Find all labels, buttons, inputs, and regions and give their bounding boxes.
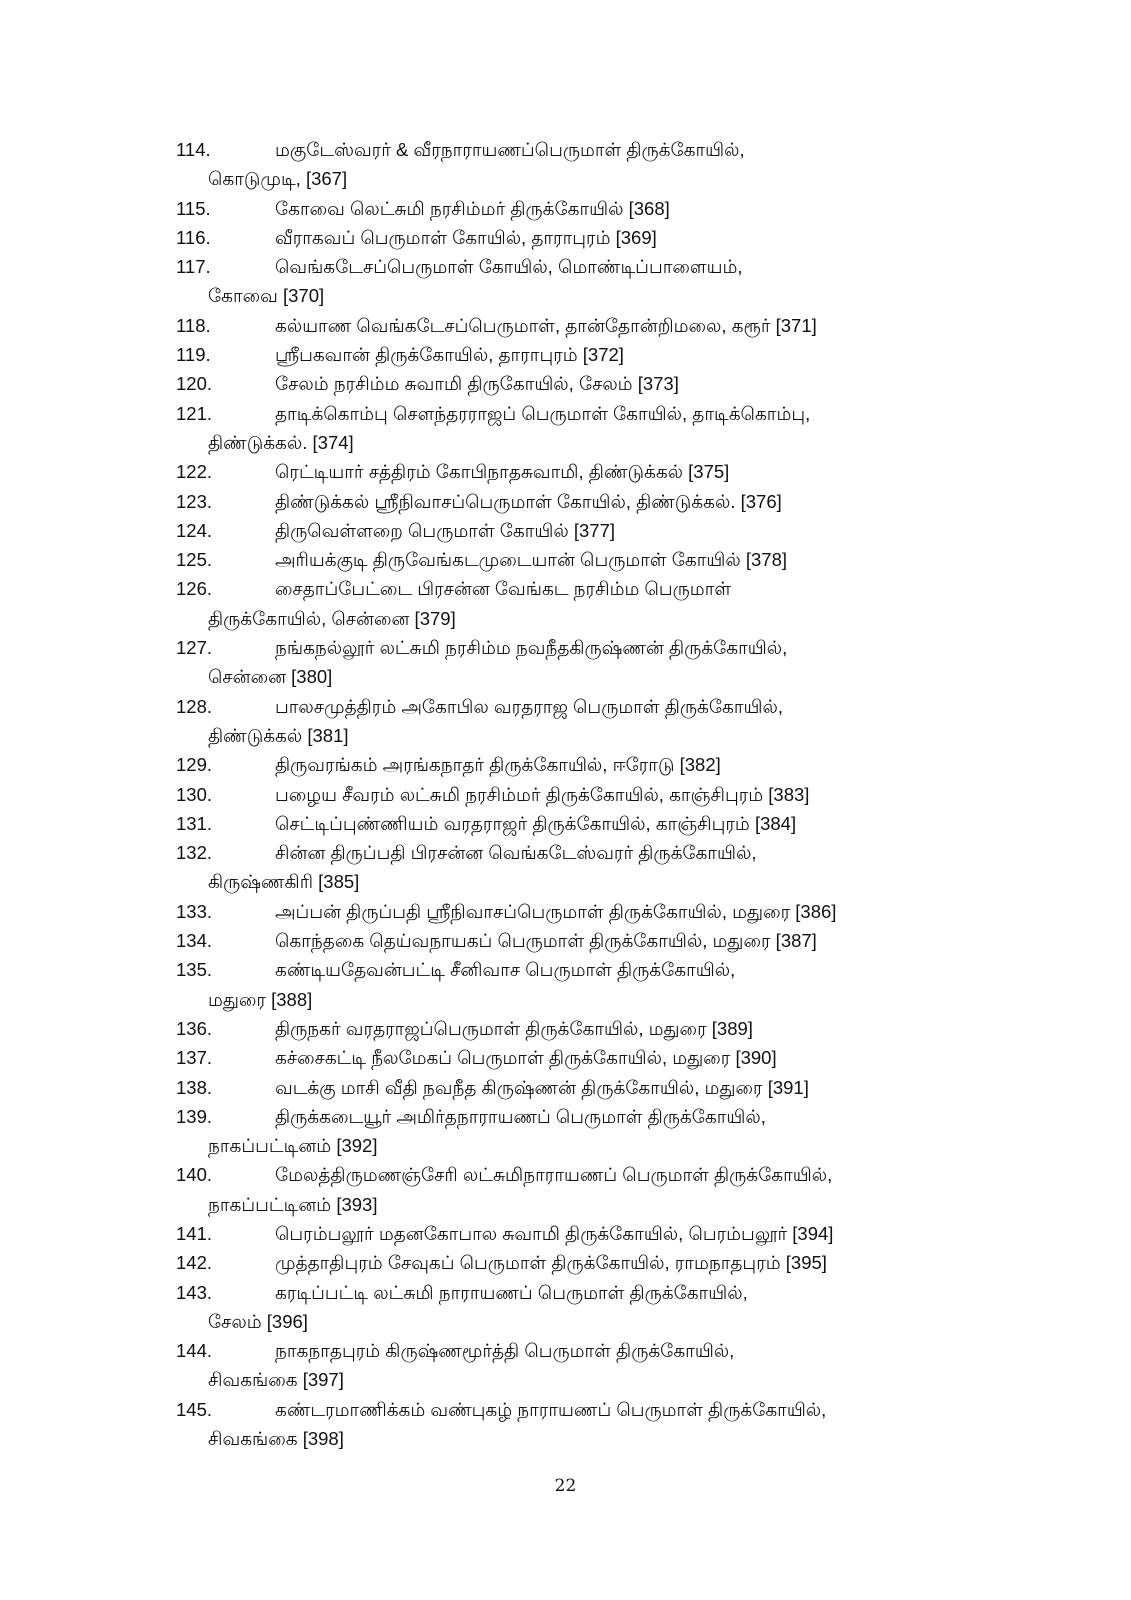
entry-text: சேலம் நரசிம்ம சுவாமி திருகோயில், சேலம் [373] (275, 373, 679, 395)
entry-text: திருவரங்கம் அரங்கநாதர் திருக்கோயில், ஈரோடு [382] (275, 754, 721, 776)
entry-number: 143. (176, 1281, 213, 1303)
list-item (0, 1102, 1131, 1161)
entry-first-line (0, 897, 1131, 926)
entry-text: திருக்கடையூர் அமிர்தநாராயணப் பெருமாள் திருக்கோயில், (275, 1105, 766, 1127)
entry-first-line (0, 340, 1131, 369)
entry-first-line (0, 516, 1131, 545)
entry-first-line (0, 1043, 1131, 1072)
entry-text: வடக்கு மாசி வீதி நவநீத கிருஷ்ணன் திருக்கோயில், மதுரை [391] (275, 1076, 809, 1098)
entry-text: கொந்தகை தெய்வநாயகப் பெருமாள் திருக்கோயில், மதுரை [387] (275, 930, 817, 952)
entry-continuation-line (0, 867, 1131, 896)
list-item (0, 1014, 1131, 1043)
entry-number: 139. (176, 1105, 213, 1127)
entry-first-line (0, 780, 1131, 809)
list-item (0, 1336, 1131, 1395)
entry-number: 116. (176, 226, 211, 248)
entry-continuation-line (0, 164, 1131, 193)
entry-continuation: சென்னை [380] (208, 666, 333, 688)
entry-first-line (0, 1336, 1131, 1365)
entry-number: 129. (176, 754, 213, 776)
entry-number: 120. (176, 373, 213, 395)
entry-continuation-line (0, 1307, 1131, 1336)
entry-continuation-line (0, 281, 1131, 310)
entry-text: கல்யாண வெங்கடேசப்பெருமாள், தான்தோன்றிமலை, கரூர் [371] (275, 314, 817, 336)
entry-first-line (0, 692, 1131, 721)
entry-text: சின்ன திருப்பதி பிரசன்ன வெங்கடேஸ்வரர் திருக்கோயில், (275, 842, 757, 864)
entry-first-line (0, 194, 1131, 223)
entry-text: கச்சைகட்டி நீலமேகப் பெருமாள் திருக்கோயில், மதுரை [390] (275, 1047, 777, 1069)
entry-continuation: கொடுமுடி, [367] (208, 168, 348, 190)
entry-continuation: சிவகங்கை [397] (208, 1369, 344, 1391)
entry-continuation: திருக்கோயில், சென்னை [379] (208, 607, 456, 629)
entry-number: 127. (176, 637, 213, 659)
list-item (0, 223, 1131, 252)
entry-number: 125. (176, 549, 213, 571)
entry-first-line (0, 487, 1131, 516)
entry-first-line (0, 955, 1131, 984)
entry-text: சைதாப்பேட்டை பிரசன்ன வேங்கட நரசிம்ம பெருமாள் (275, 578, 732, 600)
entry-text: பழைய சீவரம் லட்சுமி நரசிம்மர் திருக்கோயில், காஞ்சிபுரம் [383] (275, 783, 810, 805)
entry-text: ரெட்டியார் சத்திரம் கோபிநாதசுவாமி, திண்டுக்கல் [375] (275, 461, 730, 483)
entry-text: கண்டியதேவன்பட்டி சீனிவாச பெருமாள் திருக்கோயில், (275, 959, 736, 981)
entry-number: 135. (176, 959, 213, 981)
entry-number: 144. (176, 1340, 213, 1362)
entry-text: கரடிப்பட்டி லட்சுமி நாராயணப் பெருமாள் திருக்கோயில், (275, 1281, 748, 1303)
list-item (0, 487, 1131, 516)
entry-first-line (0, 1160, 1131, 1189)
entry-text: செட்டிப்புண்ணியம் வரதராஜர் திருக்கோயில், காஞ்சிபுரம் [384] (275, 812, 797, 834)
list-item (0, 545, 1131, 574)
entry-text: திண்டுக்கல் ஸ்ரீநிவாசப்பெருமாள் கோயில், திண்டுக்கல். [376] (275, 490, 782, 512)
entry-number: 119. (176, 344, 211, 366)
list-item (0, 926, 1131, 955)
entry-continuation: மதுரை [388] (208, 988, 313, 1010)
entry-text: வெங்கடேசப்பெருமாள் கோயில், மொண்டிப்பாளையம், (275, 256, 743, 278)
entry-first-line (0, 252, 1131, 281)
list-item (0, 1160, 1131, 1219)
entry-continuation: நாகப்பட்டினம் [393] (208, 1193, 378, 1215)
list-item (0, 955, 1131, 1014)
entry-text: பெரம்பலூர் மதனகோபால சுவாமி திருக்கோயில், பெரம்பலூர் [394] (275, 1222, 834, 1244)
entry-continuation-line (0, 1131, 1131, 1160)
list-item (0, 809, 1131, 838)
entry-number: 131. (176, 812, 213, 834)
entry-number: 142. (176, 1252, 213, 1274)
entry-text: ஸ்ரீபகவான் திருக்கோயில், தாராபுரம் [372] (275, 344, 624, 366)
entry-number: 115. (176, 197, 211, 219)
entry-first-line (0, 1219, 1131, 1248)
entry-number: 121. (176, 402, 213, 424)
entry-continuation-line (0, 985, 1131, 1014)
entry-text: மேலத்திருமணஞ்சேரி லட்சுமிநாராயணப் பெருமாள் திருக்கோயில், (275, 1164, 833, 1186)
entry-first-line (0, 926, 1131, 955)
entry-first-line (0, 369, 1131, 398)
entry-text: அரியக்குடி திருவேங்கடமுடையான் பெருமாள் கோயில் [378] (275, 549, 788, 571)
entry-continuation-line (0, 428, 1131, 457)
entry-first-line (0, 750, 1131, 779)
entry-text: கோவை லெட்சுமி நரசிம்மர் திருக்கோயில் [368] (275, 197, 670, 219)
entry-text: கண்டரமாணிக்கம் வண்புகழ் நாராயணப் பெருமாள் திருக்கோயில், (275, 1398, 827, 1420)
entry-first-line (0, 1278, 1131, 1307)
temple-list (0, 135, 1131, 1453)
entry-continuation: சேலம் [396] (208, 1310, 308, 1332)
entry-number: 117. (176, 256, 211, 278)
entry-number: 118. (176, 314, 211, 336)
entry-continuation-line (0, 662, 1131, 691)
entry-text: மகுடேஸ்வரர் & வீரநாராயணப்பெருமாள் திருக்கோயில், (275, 139, 745, 160)
entry-continuation: கோவை [370] (208, 285, 325, 307)
entry-number: 145. (176, 1398, 213, 1420)
entry-first-line (0, 1014, 1131, 1043)
entry-first-line (0, 574, 1131, 603)
entry-text: திருவெள்ளறை பெருமாள் கோயில் [377] (275, 519, 615, 541)
entry-number: 126. (176, 578, 213, 600)
list-item (0, 1043, 1131, 1072)
list-item (0, 399, 1131, 458)
entry-first-line (0, 545, 1131, 574)
list-item (0, 311, 1131, 340)
entry-number: 128. (176, 695, 213, 717)
entry-continuation-line (0, 1190, 1131, 1219)
entry-text: நங்கநல்லூர் லட்சுமி நரசிம்ம நவநீதகிருஷ்ணன் திருக்கோயில், (275, 637, 788, 659)
page-number: 22 (554, 1476, 577, 1496)
entry-continuation-line (0, 604, 1131, 633)
list-item (0, 516, 1131, 545)
entry-text: பாலசமுத்திரம் அகோபில வரதராஜ பெருமாள் திருக்கோயில், (275, 695, 783, 717)
entry-continuation-line (0, 721, 1131, 750)
list-item (0, 1278, 1131, 1337)
entry-continuation: திண்டுக்கல். [374] (208, 431, 354, 453)
entry-continuation: திண்டுக்கல் [381] (208, 724, 349, 746)
entry-first-line (0, 223, 1131, 252)
entry-number: 137. (176, 1047, 213, 1069)
entry-number: 136. (176, 1017, 213, 1039)
list-item (0, 1248, 1131, 1277)
entry-number: 122. (176, 461, 213, 483)
entry-first-line (0, 1395, 1131, 1424)
list-item (0, 1073, 1131, 1102)
entry-text: வீராகவப் பெருமாள் கோயில், தாராபுரம் [369] (275, 226, 657, 248)
list-item (0, 457, 1131, 486)
entry-number: 130. (176, 783, 213, 805)
entry-number: 132. (176, 842, 213, 864)
entry-first-line (0, 633, 1131, 662)
entry-number: 123. (176, 490, 213, 512)
list-item (0, 574, 1131, 633)
entry-first-line (0, 1073, 1131, 1102)
list-item (0, 838, 1131, 897)
entry-text: முத்தாதிபுரம் சேவுகப் பெருமாள் திருக்கோயில், ராமநாதபுரம் [395] (275, 1252, 827, 1274)
entry-first-line (0, 1102, 1131, 1131)
entry-number: 133. (176, 900, 213, 922)
entry-text: அப்பன் திருப்பதி ஸ்ரீநிவாசப்பெருமாள் திருக்கோயில், மதுரை [386] (275, 900, 837, 922)
list-item (0, 1219, 1131, 1248)
entry-continuation: சிவகங்கை [398] (208, 1428, 344, 1450)
list-item (0, 692, 1131, 751)
entry-first-line (0, 1248, 1131, 1277)
entry-first-line (0, 457, 1131, 486)
entry-continuation: நாகப்பட்டினம் [392] (208, 1135, 378, 1157)
entry-first-line (0, 838, 1131, 867)
entry-text: தாடிக்கொம்பு சௌந்தரராஜப் பெருமாள் கோயில், தாடிக்கொம்பு, (275, 402, 811, 424)
entry-number: 124. (176, 519, 213, 541)
list-item (0, 750, 1131, 779)
list-item (0, 633, 1131, 692)
list-item (0, 252, 1131, 311)
entry-continuation: கிருஷ்ணகிரி [385] (208, 871, 360, 893)
entry-continuation-line (0, 1365, 1131, 1394)
list-item (0, 135, 1131, 194)
entry-text: நாகநாதபுரம் கிருஷ்ணமூர்த்தி பெருமாள் திருக்கோயில், (275, 1340, 735, 1362)
list-item (0, 369, 1131, 398)
entry-number: 114. (176, 139, 211, 160)
entry-first-line (0, 135, 1131, 164)
list-item (0, 780, 1131, 809)
entry-number: 141. (176, 1222, 213, 1244)
entry-number: 140. (176, 1164, 213, 1186)
entry-first-line (0, 311, 1131, 340)
entry-number: 138. (176, 1076, 213, 1098)
list-item (0, 340, 1131, 369)
entry-text: திருநகர் வரதராஜப்பெருமாள் திருக்கோயில், மதுரை [389] (275, 1017, 753, 1039)
list-item (0, 1395, 1131, 1454)
entry-number: 134. (176, 930, 213, 952)
entry-first-line (0, 399, 1131, 428)
list-item (0, 194, 1131, 223)
list-item (0, 897, 1131, 926)
entry-first-line (0, 809, 1131, 838)
entry-continuation-line (0, 1424, 1131, 1453)
